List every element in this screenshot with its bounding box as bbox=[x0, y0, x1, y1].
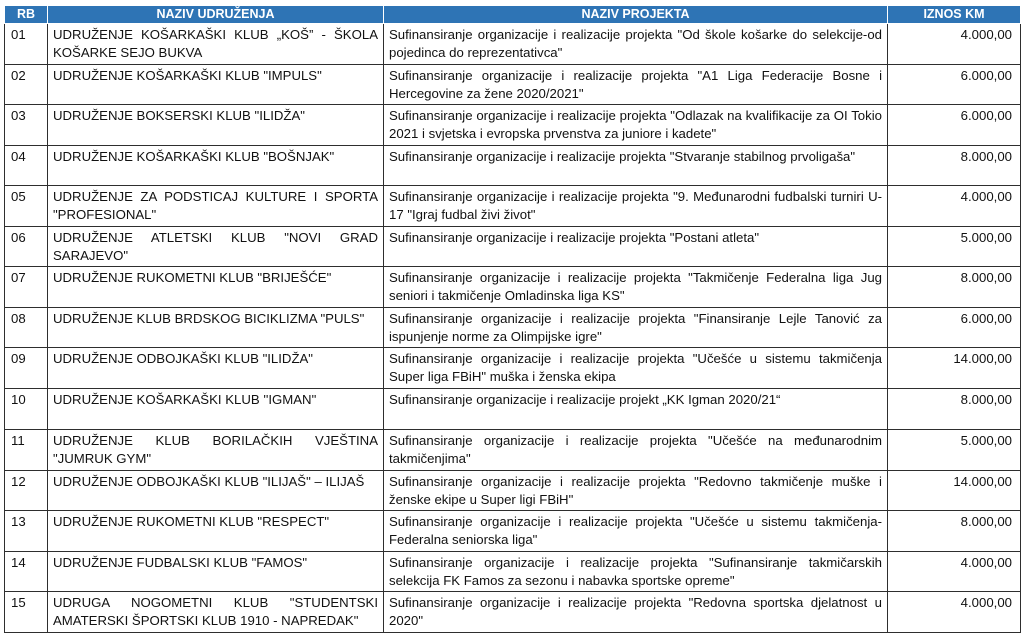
cell-amount: 8.000,00 bbox=[888, 146, 1021, 186]
cell-project: Sufinansiranje organizacije i realizacije projekta "Postani atleta" bbox=[384, 227, 888, 267]
cell-amount: 6.000,00 bbox=[888, 105, 1021, 146]
cell-amount: 8.000,00 bbox=[888, 267, 1021, 308]
cell-amount: 4.000,00 bbox=[888, 186, 1021, 227]
cell-rb: 15 bbox=[5, 592, 48, 633]
cell-amount: 5.000,00 bbox=[888, 227, 1021, 267]
grants-table-container bbox=[4, 5, 1020, 633]
cell-rb: 11 bbox=[5, 430, 48, 471]
cell-rb: 09 bbox=[5, 348, 48, 389]
table-row bbox=[5, 389, 1021, 430]
table-row bbox=[5, 430, 1021, 471]
cell-rb: 04 bbox=[5, 146, 48, 186]
cell-association: UDRUŽENJE KOŠARKAŠKI KLUB "IMPULS" bbox=[48, 65, 384, 105]
cell-amount: 6.000,00 bbox=[888, 308, 1021, 348]
table-row bbox=[5, 511, 1021, 552]
cell-amount: 14.000,00 bbox=[888, 348, 1021, 389]
grants-table bbox=[4, 5, 1021, 633]
table-header-row bbox=[5, 6, 1021, 24]
cell-project: Sufinansiranje organizacije i realizacije projekta "Učešće u sistemu takmičenja-Federalna seniorska liga" bbox=[384, 511, 888, 552]
table-row bbox=[5, 592, 1021, 633]
cell-association: UDRUŽENJE RUKOMETNI KLUB "RESPECT" bbox=[48, 511, 384, 552]
header-rb: RB bbox=[5, 6, 48, 24]
cell-association: UDRUŽENJE ZA PODSTICAJ KULTURE I SPORTA "PROFESIONAL" bbox=[48, 186, 384, 227]
cell-project: Sufinansiranje organizacije i realizacije projekta "9. Međunarodni fudbalski turniri U-17 "Igraj fudbal živi život" bbox=[384, 186, 888, 227]
table-row bbox=[5, 65, 1021, 105]
cell-project: Sufinansiranje organizacije i realizacije projekt „KK Igman 2020/21“ bbox=[384, 389, 888, 430]
cell-project: Sufinansiranje organizacije i realizacije projekta "Redovna sportska djelatnost u 2020" bbox=[384, 592, 888, 633]
cell-rb: 07 bbox=[5, 267, 48, 308]
table-row bbox=[5, 24, 1021, 65]
cell-association: UDRUŽENJE KOŠARKAŠKI KLUB „KOŠ” - ŠKOLA KOŠARKE SEJO BUKVA bbox=[48, 24, 384, 65]
cell-project: Sufinansiranje organizacije i realizacije projekta "A1 Liga Federacije Bosne i Hercegovine za žene 2020/2021" bbox=[384, 65, 888, 105]
cell-project: Sufinansiranje organizacije i realizacije projekta "Sufinansiranje takmičarskih selekcija FK Famos za sezonu i nabavka sportske opreme" bbox=[384, 552, 888, 592]
table-row bbox=[5, 146, 1021, 186]
cell-rb: 10 bbox=[5, 389, 48, 430]
header-amount: IZNOS KM bbox=[888, 6, 1021, 24]
cell-amount: 6.000,00 bbox=[888, 65, 1021, 105]
cell-rb: 06 bbox=[5, 227, 48, 267]
cell-project: Sufinansiranje organizacije i realizacije projekta "Finansiranje Lejle Tanović za ispunjenje norme za Olimpijske igre" bbox=[384, 308, 888, 348]
table-row bbox=[5, 348, 1021, 389]
table-row bbox=[5, 105, 1021, 146]
cell-association: UDRUŽENJE ODBOJKAŠKI KLUB "ILIDŽA" bbox=[48, 348, 384, 389]
cell-project: Sufinansiranje organizacije i realizacije projekta "Od škole košarke do selekcije-od pojedinca do reprezentativca" bbox=[384, 24, 888, 65]
cell-association: UDRUŽENJE ATLETSKI KLUB "NOVI GRAD SARAJEVO" bbox=[48, 227, 384, 267]
cell-rb: 12 bbox=[5, 471, 48, 511]
cell-amount: 4.000,00 bbox=[888, 592, 1021, 633]
cell-association: UDRUŽENJE FUDBALSKI KLUB "FAMOS" bbox=[48, 552, 384, 592]
cell-project: Sufinansiranje organizacije i realizacije projekta "Učešće na međunarodnim takmičenjima" bbox=[384, 430, 888, 471]
cell-project: Sufinansiranje organizacije i realizacije projekta "Redovno takmičenje muške i ženske ekipe u Super ligi FBiH" bbox=[384, 471, 888, 511]
header-project: NAZIV PROJEKTA bbox=[384, 6, 888, 24]
cell-amount: 5.000,00 bbox=[888, 430, 1021, 471]
cell-amount: 14.000,00 bbox=[888, 471, 1021, 511]
cell-association: UDRUŽENJE KLUB BORILAČKIH VJEŠTINA "JUMRUK GYM" bbox=[48, 430, 384, 471]
header-association: NAZIV UDRUŽENJA bbox=[48, 6, 384, 24]
table-row bbox=[5, 186, 1021, 227]
cell-project: Sufinansiranje organizacije i realizacije projekta "Stvaranje stabilnog prvoligaša" bbox=[384, 146, 888, 186]
cell-amount: 4.000,00 bbox=[888, 552, 1021, 592]
cell-project: Sufinansiranje organizacije i realizacije projekta "Takmičenje Federalna liga Jug seniori i takmičenje Omladinska liga KS" bbox=[384, 267, 888, 308]
table-row bbox=[5, 227, 1021, 267]
cell-project: Sufinansiranje organizacije i realizacije projekta "Učešće u sistemu takmičenja Super liga FBiH" muška i ženska ekipa bbox=[384, 348, 888, 389]
cell-association: UDRUŽENJE RUKOMETNI KLUB "BRIJEŠĆE" bbox=[48, 267, 384, 308]
cell-association: UDRUŽENJE KOŠARKAŠKI KLUB ''IGMAN" bbox=[48, 389, 384, 430]
cell-association: UDRUŽENJE KLUB BRDSKOG BICIKLIZMA "PULS" bbox=[48, 308, 384, 348]
table-row bbox=[5, 267, 1021, 308]
table-row bbox=[5, 308, 1021, 348]
cell-rb: 13 bbox=[5, 511, 48, 552]
cell-rb: 03 bbox=[5, 105, 48, 146]
cell-amount: 4.000,00 bbox=[888, 24, 1021, 65]
cell-rb: 01 bbox=[5, 24, 48, 65]
table-row bbox=[5, 552, 1021, 592]
cell-rb: 05 bbox=[5, 186, 48, 227]
cell-association: UDRUGA NOGOMETNI KLUB "STUDENTSKI AMATERSKI ŠPORTSKI KLUB 1910 - NAPREDAK" bbox=[48, 592, 384, 633]
cell-association: UDRUŽENJE BOKSERSKI KLUB "ILIDŽA" bbox=[48, 105, 384, 146]
cell-rb: 14 bbox=[5, 552, 48, 592]
cell-association: UDRUŽENJE KOŠARKAŠKI KLUB "BOŠNJAK" bbox=[48, 146, 384, 186]
table-row bbox=[5, 471, 1021, 511]
cell-project: Sufinansiranje organizacije i realizacije projekta "Odlazak na kvalifikacije za OI Tokio 2021 i svjetska i evropska prvenstva za juniore i kadete" bbox=[384, 105, 888, 146]
cell-rb: 08 bbox=[5, 308, 48, 348]
cell-amount: 8.000,00 bbox=[888, 511, 1021, 552]
cell-association: UDRUŽENJE ODBOJKAŠKI KLUB "ILIJAŠ" – ILIJAŠ bbox=[48, 471, 384, 511]
cell-amount: 8.000,00 bbox=[888, 389, 1021, 430]
cell-rb: 02 bbox=[5, 65, 48, 105]
